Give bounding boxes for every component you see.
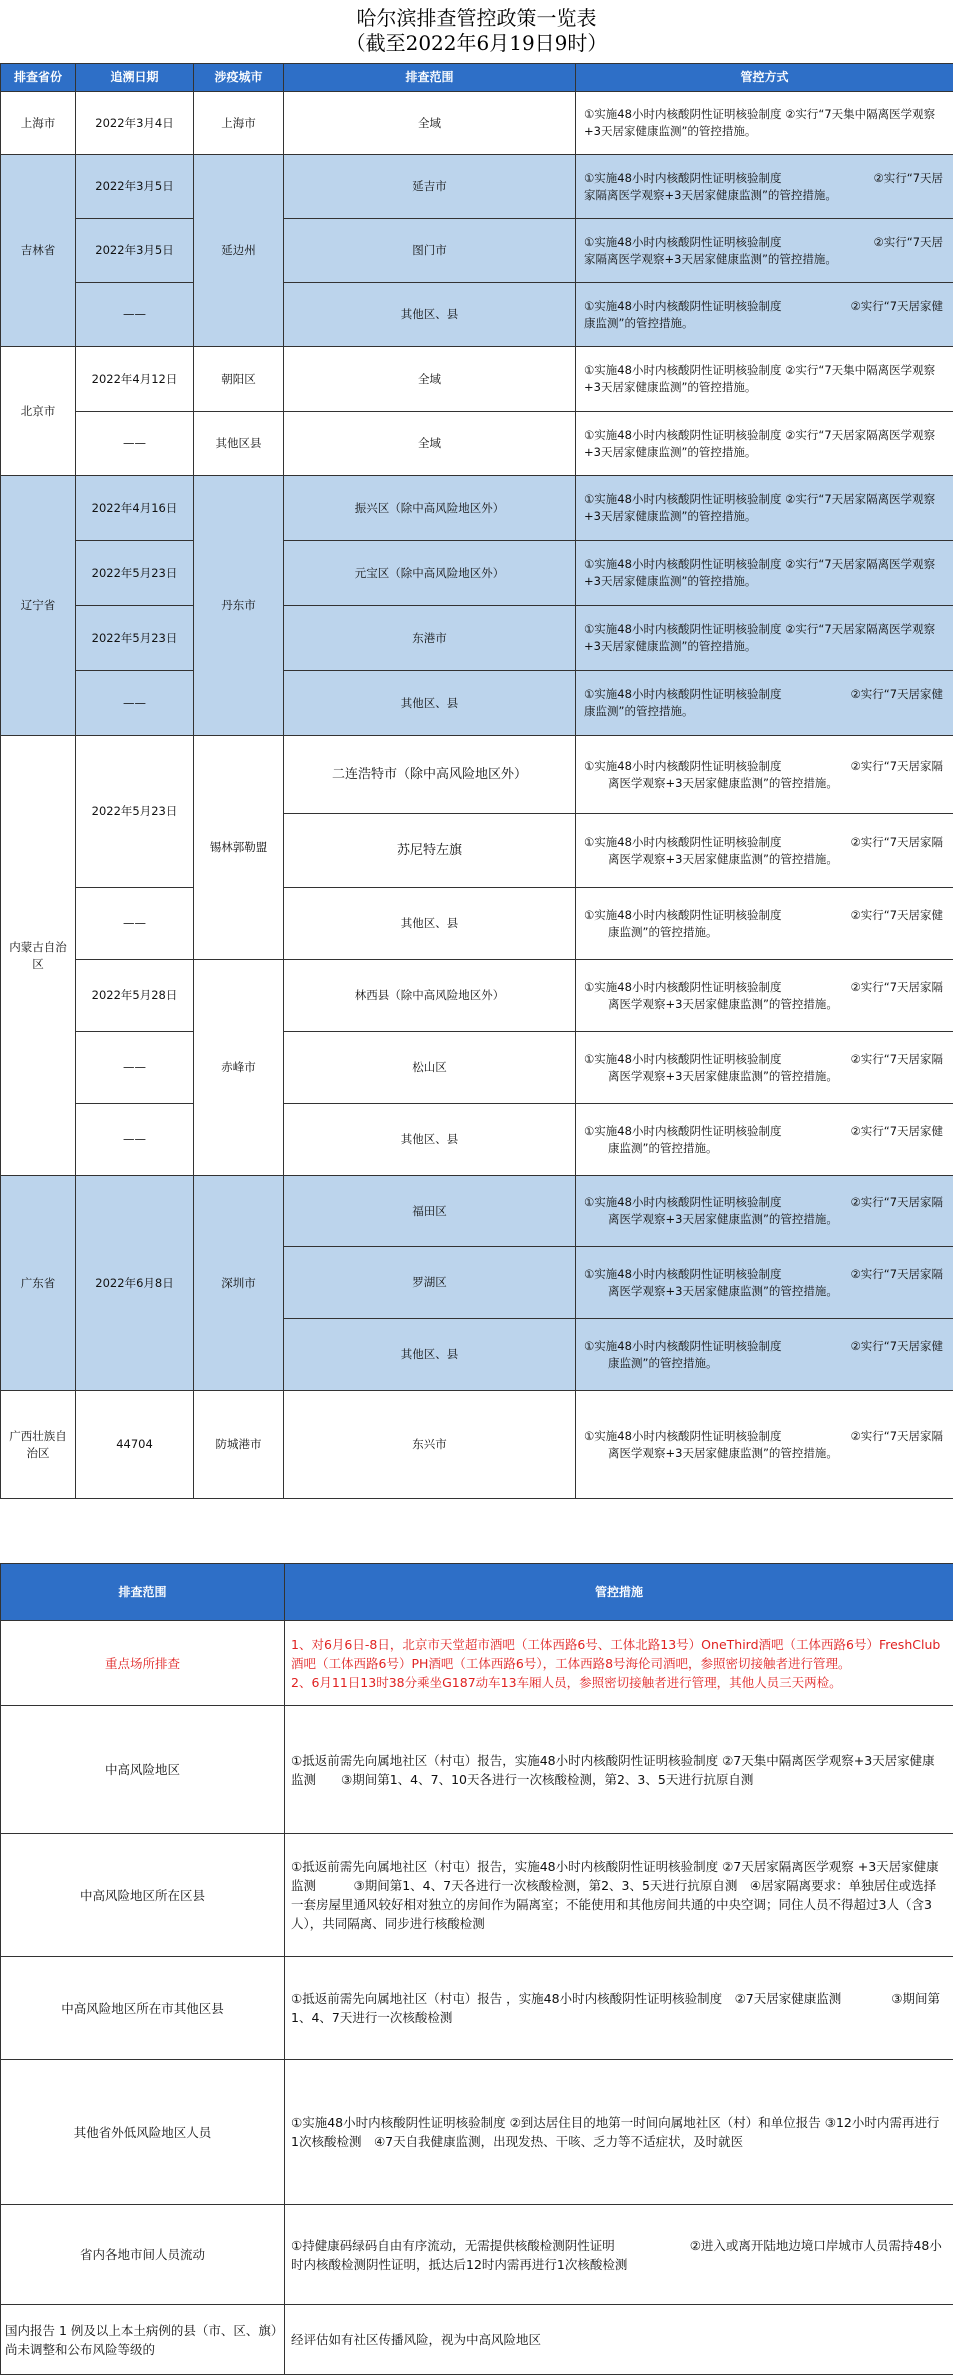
method-cell: ①实施48小时内核酸阴性证明核验制度 ②实行“7天居家隔离医学观察+3天居家健康监测”的管控措施。 bbox=[576, 606, 953, 671]
table-row bbox=[1, 1834, 953, 1957]
city-cell: 朝阳区 bbox=[194, 347, 284, 412]
scope-cell: 图门市 bbox=[284, 219, 576, 283]
table-row bbox=[1, 671, 953, 736]
date-cell: 2022年5月23日 bbox=[76, 606, 194, 671]
table-row bbox=[1, 92, 953, 155]
method-cell: ①实施48小时内核酸阴性证明核验制度 ②实行“7天居家隔离医学观察+3天居家健康监测”的管控措施。 bbox=[576, 541, 953, 606]
scope-cell: 元宝区（除中高风险地区外） bbox=[284, 541, 576, 606]
table-row bbox=[1, 476, 953, 541]
method-cell: ①实施48小时内核酸阴性证明核验制度 ②实行“7天居家隔离医学观察+3天居家健康监测”的管控措施。 bbox=[576, 219, 953, 283]
scope-cell: 福田区 bbox=[284, 1176, 576, 1247]
province-cell: 广西壮族自治区 bbox=[1, 1391, 76, 1499]
measure-cell: ①持健康码绿码自由有序流动，无需提供核酸检测阴性证明 ②进入或离开陆地边境口岸城市人员需持48小时内核酸检测阴性证明，抵达后12时内需再进行1次核酸检测 bbox=[285, 2205, 953, 2305]
table-row bbox=[1, 1176, 953, 1247]
table-row bbox=[1, 606, 953, 671]
method-cell: ①实施48小时内核酸阴性证明核验制度 ②实行“7天居家健康监测”的管控措施。 bbox=[576, 1319, 953, 1391]
date-cell: 2022年4月12日 bbox=[76, 347, 194, 412]
scope-cell: 松山区 bbox=[284, 1032, 576, 1104]
table-row bbox=[1, 1391, 953, 1499]
method-cell: ①实施48小时内核酸阴性证明核验制度 ②实行“7天居家隔离医学观察+3天居家健康监测”的管控措施。 bbox=[576, 155, 953, 219]
method-cell: ①实施48小时内核酸阴性证明核验制度 ②实行“7天居家隔离医学观察+3天居家健康监测”的管控措施。 bbox=[576, 1032, 953, 1104]
city-cell: 防城港市 bbox=[194, 1391, 284, 1499]
scope-cell: 振兴区（除中高风险地区外） bbox=[284, 476, 576, 541]
table-row bbox=[1, 2060, 953, 2205]
table-row bbox=[1, 1621, 953, 1706]
method-cell: ①实施48小时内核酸阴性证明核验制度 ②实行“7天居家健康监测”的管控措施。 bbox=[576, 888, 953, 960]
table-row bbox=[1, 736, 953, 814]
table-header-row bbox=[1, 64, 953, 92]
header-date: 追溯日期 bbox=[76, 64, 194, 92]
header-measure: 管控措施 bbox=[285, 1564, 953, 1621]
scope-cell: 其他区、县 bbox=[284, 671, 576, 736]
method-cell: ①实施48小时内核酸阴性证明核验制度 ②实行“7天居家隔离医学观察+3天居家健康监测”的管控措施。 bbox=[576, 814, 953, 888]
method-cell: ①实施48小时内核酸阴性证明核验制度 ②实行“7天居家健康监测”的管控措施。 bbox=[576, 283, 953, 347]
measure-cell: ①抵返前需先向属地社区（村屯）报告，实施48小时内核酸阴性证明核验制度 ②7天居家隔离医学观察 +3天居家健康监测 ③期间第1、4、7天各进行一次核酸检测，第2、3、5天进行抗原自测 ④居家隔离要求：单独居住或选择一套房屋里通风较好相对独立的房间作为隔离室；不能使用和其他房间共通的中央空调；同住人员不得超过3人（含3人），共同隔离、同步进行核酸检测 bbox=[285, 1834, 953, 1957]
table-row bbox=[1, 888, 953, 960]
table-row bbox=[1, 541, 953, 606]
method-cell: ①实施48小时内核酸阴性证明核验制度 ②实行“7天居家隔离医学观察+3天居家健康监测”的管控措施。 bbox=[576, 736, 953, 814]
table-row bbox=[1, 155, 953, 219]
date-cell: 2022年3月5日 bbox=[76, 219, 194, 283]
scope-cell: 其他区、县 bbox=[284, 888, 576, 960]
province-cell: 广东省 bbox=[1, 1176, 76, 1391]
table-row bbox=[1, 1706, 953, 1834]
city-cell: 锡林郭勒盟 bbox=[194, 736, 284, 960]
table-row bbox=[1, 1104, 953, 1176]
city-cell: 深圳市 bbox=[194, 1176, 284, 1391]
scope-cell: 其他省外低风险地区人员 bbox=[1, 2060, 285, 2205]
scope-cell: 罗湖区 bbox=[284, 1247, 576, 1319]
method-cell: ①实施48小时内核酸阴性证明核验制度 ②实行“7天居家隔离医学观察+3天居家健康监测”的管控措施。 bbox=[576, 412, 953, 476]
city-cell: 其他区县 bbox=[194, 412, 284, 476]
city-cell: 上海市 bbox=[194, 92, 284, 155]
scope-cell: 其他区、县 bbox=[284, 1319, 576, 1391]
scope-cell: 重点场所排查 bbox=[1, 1621, 285, 1706]
method-cell: ①实施48小时内核酸阴性证明核验制度 ②实行“7天居家隔离医学观察+3天居家健康监测”的管控措施。 bbox=[576, 1176, 953, 1247]
scope-cell: 中高风险地区所在市其他区县 bbox=[1, 1957, 285, 2060]
header-scope: 排查范围 bbox=[1, 1564, 285, 1621]
header-scope: 排查范围 bbox=[284, 64, 576, 92]
scope-cell: 林西县（除中高风险地区外） bbox=[284, 960, 576, 1032]
date-cell: 2022年4月16日 bbox=[76, 476, 194, 541]
date-cell: —— bbox=[76, 283, 194, 347]
scope-cell: 其他区、县 bbox=[284, 1104, 576, 1176]
province-cell: 上海市 bbox=[1, 92, 76, 155]
measure-cell: 经评估如有社区传播风险，视为中高风险地区 bbox=[285, 2305, 953, 2375]
table-row bbox=[1, 283, 953, 347]
table-row bbox=[1, 2205, 953, 2305]
date-cell: —— bbox=[76, 412, 194, 476]
scope-cell: 全域 bbox=[284, 92, 576, 155]
method-cell: ①实施48小时内核酸阴性证明核验制度 ②实行“7天集中隔离医学观察+3天居家健康监测”的管控措施。 bbox=[576, 347, 953, 412]
page-subtitle: （截至2022年6月19日9时） bbox=[0, 27, 953, 56]
table-header-row bbox=[1, 1564, 953, 1621]
scope-cell: 苏尼特左旗 bbox=[284, 814, 576, 888]
measure-line: 1、对6月6日-8日，北京市天堂超市酒吧（工体西路6号、工体北路13号）OneThird酒吧（工体西路6号）FreshClub酒吧（工体西路6号）PH酒吧（工体西路6号），工体西路8号海伦司酒吧，参照密切接触者进行管理。 bbox=[291, 1635, 947, 1673]
scope-cell: 延吉市 bbox=[284, 155, 576, 219]
province-cell: 吉林省 bbox=[1, 155, 76, 347]
method-cell: ①实施48小时内核酸阴性证明核验制度 ②实行“7天居家隔离医学观察+3天居家健康监测”的管控措施。 bbox=[576, 1391, 953, 1499]
header-method: 管控方式 bbox=[576, 64, 953, 92]
table-row bbox=[1, 1032, 953, 1104]
scope-cell: 二连浩特市（除中高风险地区外） bbox=[284, 736, 576, 814]
province-cell: 内蒙古自治区 bbox=[1, 736, 76, 1176]
measures-table bbox=[0, 1563, 953, 2375]
province-cell: 辽宁省 bbox=[1, 476, 76, 736]
scope-cell: 东港市 bbox=[284, 606, 576, 671]
method-cell: ①实施48小时内核酸阴性证明核验制度 ②实行“7天居家隔离医学观察+3天居家健康监测”的管控措施。 bbox=[576, 1247, 953, 1319]
measure-line: 2、6月11日13时38分乘坐G187动车13车厢人员，参照密切接触者进行管理，其他人员三天两检。 bbox=[291, 1673, 947, 1692]
date-cell: —— bbox=[76, 1104, 194, 1176]
measure-cell bbox=[285, 1621, 953, 1706]
date-cell: —— bbox=[76, 1032, 194, 1104]
date-cell: 2022年6月8日 bbox=[76, 1176, 194, 1391]
city-cell: 延边州 bbox=[194, 155, 284, 347]
scope-cell: 全域 bbox=[284, 412, 576, 476]
date-cell: 2022年5月23日 bbox=[76, 736, 194, 888]
method-cell: ①实施48小时内核酸阴性证明核验制度 ②实行“7天居家健康监测”的管控措施。 bbox=[576, 1104, 953, 1176]
measure-cell: ①抵返前需先向属地社区（村屯）报告 ，实施48小时内核酸阴性证明核验制度 ②7天居家健康监测 ③期间第1、4、7天进行一次核酸检测 bbox=[285, 1957, 953, 2060]
measure-cell: ①实施48小时内核酸阴性证明核验制度 ②到达居住目的地第一时间向属地社区（村）和单位报告 ③12小时内需再进行1次核酸检测 ④7天自我健康监测，出现发热、干咳、乏力等不适症状，及时就医 bbox=[285, 2060, 953, 2205]
scope-cell: 全域 bbox=[284, 347, 576, 412]
measure-cell: ①抵返前需先向属地社区（村屯）报告，实施48小时内核酸阴性证明核验制度 ②7天集中隔离医学观察+3天居家健康监测 ③期间第1、4、7、10天各进行一次核酸检测，第2、3、5天进行抗原自测 bbox=[285, 1706, 953, 1834]
date-cell: 2022年5月28日 bbox=[76, 960, 194, 1032]
header-city: 涉疫城市 bbox=[194, 64, 284, 92]
header-province: 排查省份 bbox=[1, 64, 76, 92]
table-row bbox=[1, 2305, 953, 2375]
table-row bbox=[1, 219, 953, 283]
page-title: 哈尔滨排查管控政策一览表 bbox=[0, 2, 953, 31]
scope-cell: 中高风险地区 bbox=[1, 1706, 285, 1834]
city-cell: 赤峰市 bbox=[194, 960, 284, 1176]
table-row bbox=[1, 347, 953, 412]
scope-cell: 其他区、县 bbox=[284, 283, 576, 347]
table-row bbox=[1, 1957, 953, 2060]
province-cell: 北京市 bbox=[1, 347, 76, 476]
date-cell: —— bbox=[76, 671, 194, 736]
city-cell: 丹东市 bbox=[194, 476, 284, 736]
date-cell: 2022年3月4日 bbox=[76, 92, 194, 155]
policy-table bbox=[0, 63, 953, 1499]
table-row bbox=[1, 960, 953, 1032]
scope-cell: 中高风险地区所在区县 bbox=[1, 1834, 285, 1957]
method-cell: ①实施48小时内核酸阴性证明核验制度 ②实行“7天居家隔离医学观察+3天居家健康监测”的管控措施。 bbox=[576, 960, 953, 1032]
date-cell: 2022年5月23日 bbox=[76, 541, 194, 606]
scope-cell: 国内报告 1 例及以上本土病例的县（市、区、旗）尚未调整和公布风险等级的 bbox=[1, 2305, 285, 2375]
table-row bbox=[1, 412, 953, 476]
scope-cell: 省内各地市间人员流动 bbox=[1, 2205, 285, 2305]
date-cell: 44704 bbox=[76, 1391, 194, 1499]
method-cell: ①实施48小时内核酸阴性证明核验制度 ②实行“7天集中隔离医学观察+3天居家健康监测”的管控措施。 bbox=[576, 92, 953, 155]
date-cell: 2022年3月5日 bbox=[76, 155, 194, 219]
date-cell: —— bbox=[76, 888, 194, 960]
method-cell: ①实施48小时内核酸阴性证明核验制度 ②实行“7天居家健康监测”的管控措施。 bbox=[576, 671, 953, 736]
scope-cell: 东兴市 bbox=[284, 1391, 576, 1499]
method-cell: ①实施48小时内核酸阴性证明核验制度 ②实行“7天居家隔离医学观察+3天居家健康监测”的管控措施。 bbox=[576, 476, 953, 541]
